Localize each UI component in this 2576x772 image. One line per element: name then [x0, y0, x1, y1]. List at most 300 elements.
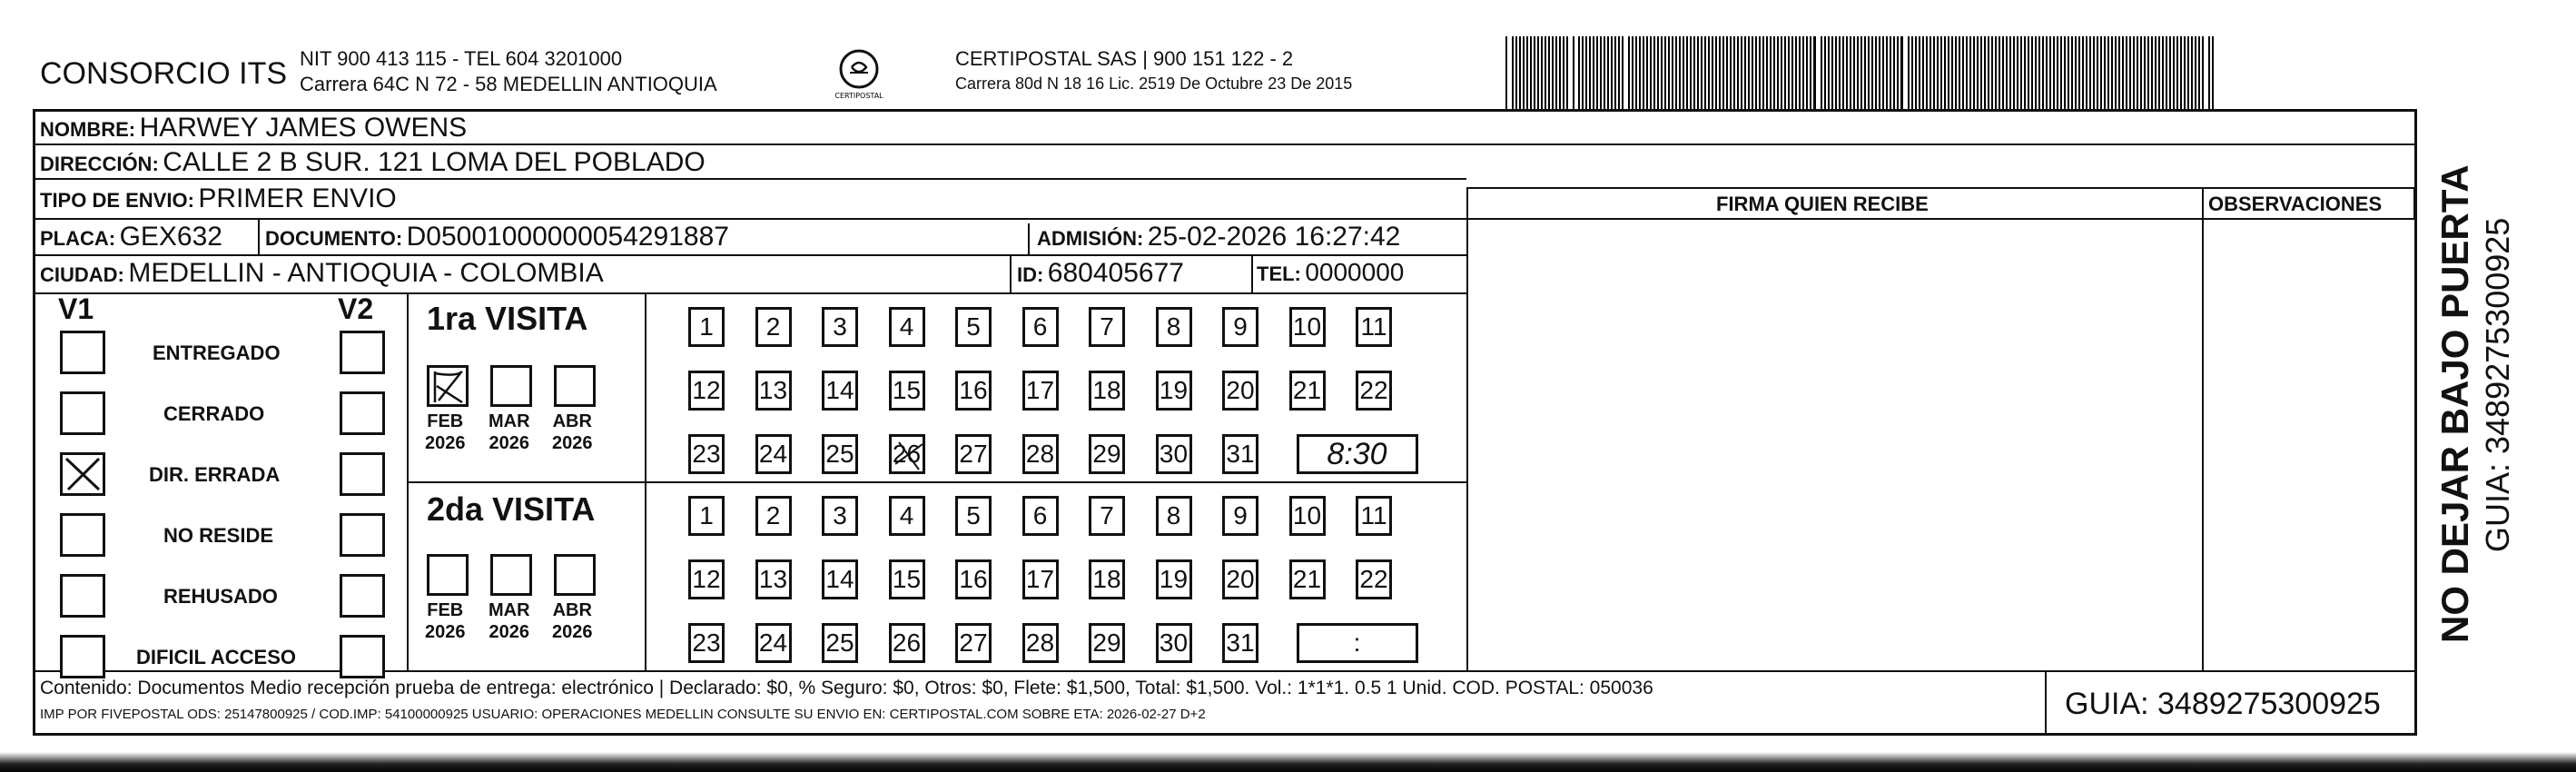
second-visit-day-box[interactable]: 25: [822, 623, 858, 663]
barcode-bar: [1578, 36, 1580, 109]
month-name: ABR: [552, 600, 592, 620]
barcode-bar: [1755, 36, 1757, 109]
barcode-bar: [1951, 36, 1953, 109]
scan-edge: [0, 752, 2576, 772]
barcode-bar: [1980, 36, 1982, 109]
barcode-bar: [2122, 36, 2124, 109]
barcode-bar: [2173, 36, 2175, 109]
barcode-bar: [2155, 36, 2157, 109]
barcode-bar: [2024, 36, 2026, 109]
barcode-bar: [1930, 36, 1931, 109]
second-visit-day-box[interactable]: 3: [822, 496, 858, 536]
documento-value: D05001000000054291887: [406, 222, 729, 252]
second-visit-day-box[interactable]: 14: [822, 559, 858, 599]
second-visit-month-checkbox[interactable]: [490, 554, 532, 596]
barcode-bar: [1839, 36, 1841, 109]
second-visit-day-box[interactable]: 6: [1022, 496, 1059, 536]
barcode-bar: [1523, 36, 1525, 109]
barcode-bar: [1871, 36, 1873, 109]
first-visit-day-box[interactable]: 29: [1089, 434, 1125, 474]
first-visit-month-checkbox[interactable]: [427, 365, 469, 407]
second-visit-day-box[interactable]: 2: [755, 496, 792, 536]
barcode-bar: [1766, 36, 1768, 109]
company-name: CONSORCIO ITS: [40, 56, 288, 91]
v2-checkbox[interactable]: [340, 452, 385, 496]
first-visit-day-box[interactable]: 26: [889, 434, 925, 474]
barcode-bar: [1600, 36, 1602, 109]
first-visit-day-box[interactable]: 8: [1156, 307, 1192, 347]
second-visit-day-box[interactable]: 10: [1289, 496, 1326, 536]
second-visit-day-box[interactable]: 29: [1089, 623, 1125, 663]
footer-line1: Contenido: Documentos Medio recepción prueba de entrega: electrónico | Declarado: $0, % Seguro: $0, Otros: $0, Flete: $1,500, Total: $1,500. Vol.: 1*1*1. 0.5 1 Unid. COD. POSTAL: 050036: [40, 678, 1653, 698]
barcode-bar: [1955, 36, 1957, 109]
status-label: ENTREGADO: [153, 341, 281, 364]
barcode-bar: [1559, 36, 1561, 109]
barcode-bar: [1628, 36, 1630, 109]
barcode-bar: [1940, 36, 1942, 109]
barcode-bar: [1835, 36, 1837, 109]
barcode-bar: [2028, 36, 2029, 109]
barcode-bar: [1555, 36, 1557, 109]
barcode-bar: [1566, 36, 1568, 109]
barcode-bar: [2071, 36, 2073, 109]
barcode-bar: [1534, 36, 1535, 109]
barcode-bar: [1526, 36, 1528, 109]
barcode-bar: [2078, 36, 2080, 109]
day-cross-mark: [892, 437, 928, 482]
status-label: CERRADO: [163, 402, 265, 425]
barcode-bar: [2035, 36, 2037, 109]
first-visit-day-box[interactable]: 9: [1222, 307, 1258, 347]
month-year: 2026: [552, 433, 593, 453]
barcode-bar: [1777, 36, 1779, 109]
barcode-bar: [1604, 36, 1605, 109]
first-visit-day-box[interactable]: 19: [1156, 371, 1192, 411]
tipo-label: TIPO DE ENVIO:: [40, 189, 194, 212]
barcode-bar: [1515, 36, 1517, 109]
barcode-bar: [1635, 36, 1637, 109]
nombre-value: HARWEY JAMES OWENS: [139, 113, 468, 143]
second-visit-time-box[interactable]: :: [1297, 623, 1418, 663]
barcode-bar: [1657, 36, 1659, 109]
first-visit-day-box[interactable]: 13: [755, 371, 792, 411]
barcode-bar: [2180, 36, 2182, 109]
barcode-bar: [1868, 36, 1870, 109]
barcode-bar: [2031, 36, 2033, 109]
barcode-bar: [2086, 36, 2087, 109]
barcode-bar: [1744, 36, 1746, 109]
barcode-bar: [1664, 36, 1666, 109]
footer-guia: GUIA: 3489275300925: [2065, 687, 2381, 721]
barcode-bar: [1846, 36, 1848, 109]
month-name: FEB: [427, 411, 464, 431]
barcode-bar: [1618, 36, 1620, 109]
barcode-bar: [2151, 36, 2153, 109]
barcode-bar: [1922, 36, 1924, 109]
barcode-bar: [1828, 36, 1830, 109]
second-visit-day-box[interactable]: 24: [755, 623, 792, 663]
barcode-bar: [2017, 36, 2018, 109]
barcode-bar: [1668, 36, 1670, 109]
ciudad-label: CIUDAD:: [40, 263, 124, 286]
barcode-bar: [1589, 36, 1591, 109]
barcode-bar: [2093, 36, 2095, 109]
vertical-warning: [2426, 145, 2535, 654]
first-visit-day-box[interactable]: 25: [822, 434, 858, 474]
first-visit-day-box[interactable]: 30: [1156, 434, 1192, 474]
v1-checkbox[interactable]: [60, 391, 105, 435]
second-visit-day-box[interactable]: 26: [889, 623, 925, 663]
barcode-bar: [2009, 36, 2011, 109]
barcode-bar: [2042, 36, 2044, 109]
barcode-bar: [1821, 36, 1822, 109]
barcode-bar: [1842, 36, 1844, 109]
barcode-bar: [1697, 36, 1699, 109]
v2-checkbox[interactable]: [340, 391, 385, 435]
month-year: 2026: [489, 433, 530, 453]
barcode-bar: [1646, 36, 1648, 109]
vertical-guia-text: GUIA: 3489275300925: [2479, 217, 2516, 552]
barcode-bar: [1875, 36, 1877, 109]
first-visit-day-box[interactable]: 23: [688, 434, 725, 474]
tipo-value: PRIMER ENVIO: [198, 183, 397, 213]
first-visit-month-checkbox[interactable]: [490, 365, 532, 407]
barcode-bar: [1824, 36, 1826, 109]
barcode-bar: [1937, 36, 1939, 109]
first-visit-day-box[interactable]: 24: [755, 434, 792, 474]
barcode-bar: [1708, 36, 1710, 109]
status-label: DIR. ERRADA: [149, 463, 281, 486]
barcode-bar: [1622, 36, 1624, 109]
barcode-bar: [2068, 36, 2069, 109]
second-visit-day-box[interactable]: 18: [1089, 559, 1125, 599]
barcode-bar: [2169, 36, 2171, 109]
second-visit-day-box[interactable]: 4: [889, 496, 925, 536]
second-visit-month-checkbox[interactable]: [554, 554, 596, 596]
barcode-bar: [1784, 36, 1786, 109]
first-visit-title: 1ra VISITA: [427, 300, 588, 337]
barcode-bar: [2144, 36, 2146, 109]
second-visit-day-box[interactable]: 27: [955, 623, 992, 663]
month-label: [425, 411, 466, 454]
barcode-bar: [1886, 36, 1888, 109]
barcode-bar: [1683, 36, 1684, 109]
month-year: 2026: [489, 622, 530, 642]
barcode-bar: [2111, 36, 2113, 109]
admision-label: ADMISIÓN:: [1037, 227, 1144, 250]
barcode-bar: [1893, 36, 1895, 109]
barcode-bar: [1991, 36, 1993, 109]
first-visit-day-box[interactable]: 12: [688, 371, 725, 411]
barcode-bar: [1704, 36, 1706, 109]
first-visit-day-box[interactable]: 21: [1289, 371, 1326, 411]
barcode-bar: [1959, 36, 1960, 109]
barcode-bar: [1585, 36, 1587, 109]
barcode-bar: [1672, 36, 1673, 109]
v1-checkbox[interactable]: [60, 513, 105, 557]
first-visit-day-box[interactable]: 3: [822, 307, 858, 347]
barcode-bar: [2053, 36, 2055, 109]
direccion-value: CALLE 2 B SUR. 121 LOMA DEL POBLADO: [163, 147, 706, 177]
documento-label: DOCUMENTO:: [265, 227, 403, 250]
second-visit-day-box[interactable]: 31: [1222, 623, 1258, 663]
month-label: [489, 411, 530, 454]
barcode-bar: [2137, 36, 2138, 109]
barcode-bar: [2115, 36, 2117, 109]
first-visit-month-checkbox[interactable]: [554, 365, 596, 407]
barcode-bar: [2195, 36, 2196, 109]
second-visit-day-box[interactable]: 1: [688, 496, 725, 536]
first-visit-day-box[interactable]: 15: [889, 371, 925, 411]
placa-value: GEX632: [119, 222, 222, 252]
barcode-bar: [2107, 36, 2109, 109]
barcode-bar: [1915, 36, 1917, 109]
month-label: [552, 411, 593, 454]
barcode-bar: [1810, 36, 1811, 109]
second-visit-day-box[interactable]: 9: [1222, 496, 1258, 536]
company-nit: NIT 900 413 115 - TEL 604 3201000: [300, 47, 623, 70]
barcode-bar: [1802, 36, 1804, 109]
second-visit-day-box[interactable]: 8: [1156, 496, 1192, 536]
barcode-bar: [1730, 36, 1732, 109]
barcode-bar: [1653, 36, 1655, 109]
first-visit-day-box[interactable]: 2: [755, 307, 792, 347]
second-visit-day-box[interactable]: 16: [955, 559, 992, 599]
second-visit-day-box[interactable]: 17: [1022, 559, 1059, 599]
first-visit-day-box[interactable]: 18: [1089, 371, 1125, 411]
admision-value: 25-02-2026 16:27:42: [1147, 222, 1401, 252]
second-visit-day-box[interactable]: 11: [1356, 496, 1392, 536]
second-visit-day-box[interactable]: 13: [755, 559, 792, 599]
barcode-bar: [1593, 36, 1594, 109]
barcode-bar: [1573, 36, 1574, 109]
second-visit-day-box[interactable]: 22: [1356, 559, 1392, 599]
barcode-bar: [1926, 36, 1928, 109]
barcode-bar: [1661, 36, 1663, 109]
barcode-bar: [1614, 36, 1616, 109]
barcode-bar: [1864, 36, 1866, 109]
barcode-bar: [1853, 36, 1855, 109]
barcode-bar: [1701, 36, 1703, 109]
month-year: 2026: [425, 622, 466, 642]
certipostal-address: Carrera 80d N 18 16 Lic. 2519 De Octubre 23 De 2015: [955, 74, 1353, 93]
direccion-label: DIRECCIÓN:: [40, 153, 159, 175]
barcode-bar: [1690, 36, 1692, 109]
barcode-bar: [1693, 36, 1695, 109]
firma-header: FIRMA QUIEN RECIBE: [1716, 193, 1929, 215]
month-name: FEB: [427, 600, 464, 620]
v2-checkbox[interactable]: [340, 635, 385, 678]
certipostal-logo: [834, 47, 884, 104]
second-visit-day-box[interactable]: 23: [688, 623, 725, 663]
first-visit-day-box[interactable]: 1: [688, 307, 725, 347]
barcode-bar: [1545, 36, 1546, 109]
barcode-bar: [1944, 36, 1946, 109]
second-visit-day-box[interactable]: 5: [955, 496, 992, 536]
barcode-bar: [2100, 36, 2102, 109]
second-visit-day-box[interactable]: 20: [1222, 559, 1258, 599]
tel-value: 0000000: [1305, 258, 1405, 286]
barcode-bar: [1519, 36, 1521, 109]
month-label: [552, 599, 593, 643]
v2-checkbox[interactable]: [340, 331, 385, 374]
barcode-bar: [2038, 36, 2040, 109]
barcode-bar: [1908, 36, 1910, 109]
barcode-bar: [1733, 36, 1735, 109]
barcode-bar: [1919, 36, 1920, 109]
barcode-bar: [1719, 36, 1721, 109]
first-visit-day-box[interactable]: 4: [889, 307, 925, 347]
barcode-bar: [2002, 36, 2004, 109]
observaciones-header: OBSERVACIONES: [2208, 193, 2383, 215]
barcode-bar: [2191, 36, 2193, 109]
no-dejar-text: NO DEJAR BAJO PUERTA: [2433, 164, 2476, 643]
month-name: MAR: [489, 411, 530, 431]
month-label: [489, 599, 530, 643]
second-visit-day-box[interactable]: 7: [1089, 496, 1125, 536]
barcode-bar: [1686, 36, 1688, 109]
first-visit-day-box[interactable]: 6: [1022, 307, 1059, 347]
barcode-bar: [1679, 36, 1681, 109]
barcode-bar: [1911, 36, 1913, 109]
barcode-bar: [2104, 36, 2106, 109]
first-visit-day-box[interactable]: 16: [955, 371, 992, 411]
first-visit-day-box[interactable]: 11: [1356, 307, 1392, 347]
barcode-bar: [1650, 36, 1652, 109]
first-visit-day-box[interactable]: 31: [1222, 434, 1258, 474]
barcode-bar: [1607, 36, 1609, 109]
month-name: MAR: [489, 600, 530, 620]
barcode-bar: [1726, 36, 1728, 109]
barcode-bar: [1788, 36, 1790, 109]
barcode-bar: [1548, 36, 1550, 109]
barcode-bar: [1984, 36, 1986, 109]
barcode-bar: [1781, 36, 1782, 109]
first-visit-day-box[interactable]: 10: [1289, 307, 1326, 347]
barcode-bar: [2198, 36, 2200, 109]
barcode-bar: [1831, 36, 1833, 109]
barcode-bar: [1879, 36, 1880, 109]
month-label: [425, 599, 466, 643]
barcode-bar: [2133, 36, 2135, 109]
barcode-bar: [1995, 36, 1997, 109]
status-label: DIFICIL ACCESO: [136, 646, 297, 668]
v1-checkbox[interactable]: [60, 331, 105, 374]
v2-checkbox[interactable]: [340, 513, 385, 557]
barcode-bar: [1675, 36, 1677, 109]
barcode-bar: [2176, 36, 2178, 109]
company-address: Carrera 64C N 72 - 58 MEDELLIN ANTIOQUIA: [300, 73, 717, 95]
id-value: 680405677: [1047, 258, 1184, 288]
v2-header: V2: [338, 292, 374, 325]
v1-checkbox[interactable]: [60, 635, 105, 678]
barcode-bar: [2202, 36, 2204, 109]
barcode-bar: [2064, 36, 2066, 109]
second-visit-day-box[interactable]: 12: [688, 559, 725, 599]
barcode-bar: [1596, 36, 1598, 109]
second-visit-month-checkbox[interactable]: [427, 554, 469, 596]
barcode-bar: [1541, 36, 1543, 109]
first-visit-time-box[interactable]: 8:30: [1297, 434, 1418, 474]
barcode-bar: [2057, 36, 2058, 109]
barcode-bar: [1563, 36, 1564, 109]
tel-label: TEL:: [1257, 262, 1301, 285]
barcode-bar: [2020, 36, 2022, 109]
barcode-bar: [2089, 36, 2091, 109]
barcode-bar: [1639, 36, 1641, 109]
footer-line2: IMP POR FIVEPOSTAL ODS: 25147800925 / COD.IMP: 54100000925 USUARIO: OPERACIONES MEDELLIN CONSULTE SU ENVIO EN: CERTIPOSTAL.COM SOBRE ETA: 2026-02-27 D+2: [40, 707, 1206, 722]
first-visit-day-box[interactable]: 5: [955, 307, 992, 347]
second-visit-day-box[interactable]: 19: [1156, 559, 1192, 599]
first-visit-day-box[interactable]: 28: [1022, 434, 1059, 474]
barcode-bar: [2075, 36, 2077, 109]
first-visit-day-box[interactable]: 7: [1089, 307, 1125, 347]
first-visit-day-box[interactable]: 27: [955, 434, 992, 474]
barcode-bar: [1552, 36, 1554, 109]
v1-checkbox[interactable]: [60, 574, 105, 618]
first-visit-day-box[interactable]: 14: [822, 371, 858, 411]
barcode-bar: [1966, 36, 1968, 109]
barcode-bar: [1722, 36, 1724, 109]
v2-checkbox[interactable]: [340, 574, 385, 618]
barcode-bar: [1999, 36, 2000, 109]
barcode-bar: [1643, 36, 1644, 109]
barcode-bar: [2140, 36, 2142, 109]
barcode-bar: [1582, 36, 1584, 109]
barcode-bar: [1900, 36, 1903, 109]
barcode-bar: [1762, 36, 1764, 109]
barcode-bar: [1512, 36, 1514, 109]
month-year: 2026: [552, 622, 593, 642]
first-visit-day-box[interactable]: 20: [1222, 371, 1258, 411]
barcode-bar: [2212, 36, 2214, 109]
barcode-bar: [1962, 36, 1964, 109]
barcode-bar: [1806, 36, 1808, 109]
barcode-bar: [2126, 36, 2127, 109]
barcode-bar: [2187, 36, 2189, 109]
v1-checkbox[interactable]: [60, 452, 105, 496]
barcode-bar: [1882, 36, 1884, 109]
second-visit-day-box[interactable]: 30: [1156, 623, 1192, 663]
nombre-label: NOMBRE:: [40, 118, 136, 141]
barcode-bar: [1813, 36, 1816, 109]
month-name: ABR: [552, 411, 592, 431]
barcode-bar: [1948, 36, 1949, 109]
barcode-bar: [1973, 36, 1975, 109]
first-visit-day-box[interactable]: 22: [1356, 371, 1392, 411]
barcode-bar: [1791, 36, 1793, 109]
placa-label: PLACA:: [40, 227, 116, 250]
first-visit-day-box[interactable]: 17: [1022, 371, 1059, 411]
barcode-bar: [2158, 36, 2160, 109]
second-visit-day-box[interactable]: 15: [889, 559, 925, 599]
second-visit-day-box[interactable]: 21: [1289, 559, 1326, 599]
barcode-bar: [1770, 36, 1772, 109]
barcode-bar: [1530, 36, 1532, 109]
barcode-bar: [2166, 36, 2167, 109]
barcode-bar: [2162, 36, 2164, 109]
barcode-bar: [1897, 36, 1899, 109]
barcode-bar: [1752, 36, 1753, 109]
barcode-bar: [2147, 36, 2149, 109]
second-visit-day-box[interactable]: 28: [1022, 623, 1059, 663]
v1-header: V1: [58, 292, 94, 325]
barcode-bar: [2049, 36, 2051, 109]
barcode-bar: [1537, 36, 1539, 109]
barcode-bar: [2129, 36, 2131, 109]
barcode-bar: [1890, 36, 1891, 109]
certipostal-name: CERTIPOSTAL SAS | 900 151 122 - 2: [955, 47, 1294, 70]
